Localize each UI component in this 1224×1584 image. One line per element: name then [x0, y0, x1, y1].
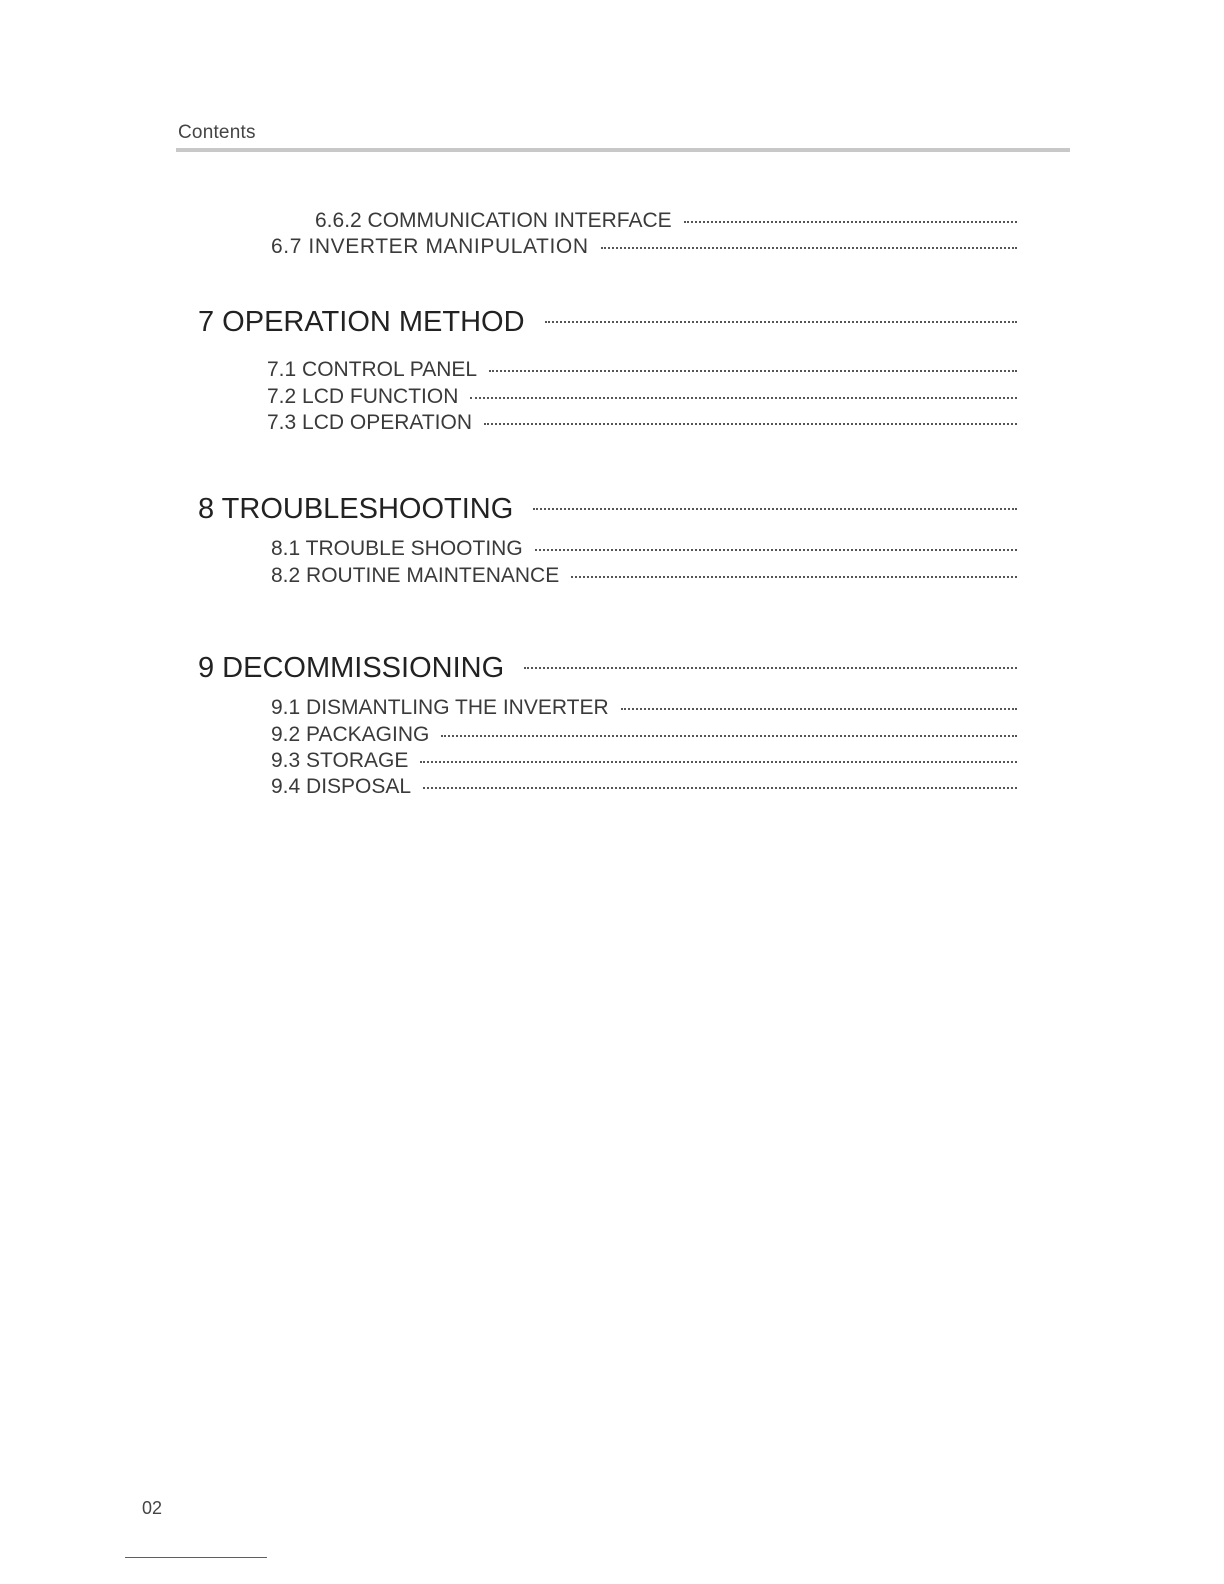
toc-entry-6-6-2[interactable] [315, 209, 1017, 235]
dot-leader [441, 735, 1017, 737]
dot-leader [420, 761, 1017, 763]
toc-chapter-label: 8 TROUBLESHOOTING [198, 493, 514, 525]
toc-entry-label: 7.2 LCD FUNCTION [267, 385, 459, 408]
toc-entry-9-1[interactable] [271, 696, 1017, 722]
toc-entry-label: 7.3 LCD OPERATION [267, 411, 472, 434]
dot-leader [621, 708, 1017, 710]
header-divider [176, 148, 1070, 152]
footer-link-underline [125, 1557, 267, 1558]
toc-entry-label: 7.1 CONTROL PANEL [267, 358, 478, 381]
toc-entry-label: 6.6.2 COMMUNICATION INTERFACE [315, 209, 672, 232]
dot-leader [470, 397, 1017, 399]
dot-leader [524, 667, 1017, 669]
dot-leader [533, 508, 1017, 510]
toc-entry-9-2[interactable] [271, 723, 1017, 749]
dot-leader [489, 370, 1017, 372]
toc-chapter-label: 9 DECOMMISSIONING [198, 652, 505, 684]
toc-chapter-label: 7 OPERATION METHOD [198, 306, 525, 338]
toc-entry-label: 9.1 DISMANTLING THE INVERTER [271, 696, 609, 719]
toc-entry-9-4[interactable] [271, 775, 1017, 801]
toc-entry-label: 9.4 DISPOSAL [271, 775, 412, 798]
toc-entry-9-3[interactable] [271, 749, 1017, 775]
toc-chapter-9[interactable] [198, 652, 1017, 688]
dot-leader [571, 576, 1017, 578]
toc-chapter-8[interactable] [198, 493, 1017, 529]
dot-leader [601, 247, 1017, 249]
toc-entry-6-7[interactable] [271, 235, 1017, 261]
dot-leader [423, 787, 1017, 789]
toc-entry-7-3[interactable] [267, 411, 1017, 437]
toc-entry-label: 9.3 STORAGE [271, 749, 409, 772]
toc-entry-7-1[interactable] [267, 358, 1017, 384]
toc-entry-8-2[interactable] [271, 564, 1017, 590]
page-header-title: Contents [178, 122, 256, 143]
dot-leader [484, 423, 1017, 425]
page-number: 02 [142, 1498, 163, 1518]
toc-entry-label: 6.7 INVERTER MANIPULATION [271, 235, 589, 258]
toc-entry-label: 8.1 TROUBLE SHOOTING [271, 537, 523, 560]
dot-leader [535, 549, 1017, 551]
toc-entry-label: 8.2 ROUTINE MAINTENANCE [271, 564, 560, 587]
toc-entry-label: 9.2 PACKAGING [271, 723, 430, 746]
toc-entry-7-2[interactable] [267, 385, 1017, 411]
dot-leader [684, 221, 1017, 223]
toc-entry-8-1[interactable] [271, 537, 1017, 563]
toc-chapter-7[interactable] [198, 306, 1017, 342]
dot-leader [545, 321, 1017, 323]
